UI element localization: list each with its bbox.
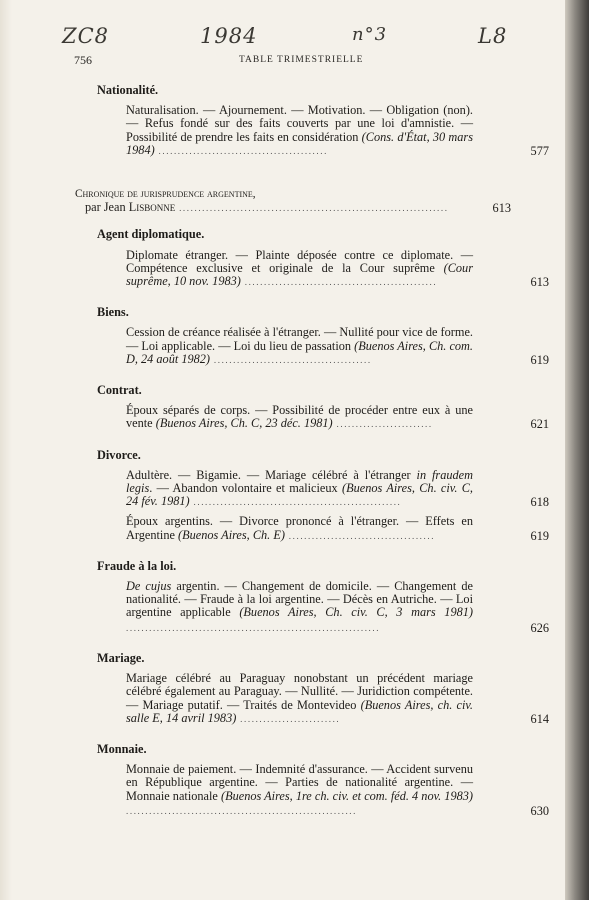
dot-leader: ...................................................................... <box>175 203 449 214</box>
index-entry: Cession de créance réalisée à l'étranger. — Nullité pour vice de forme. — Loi applicable. — Loi du lieu de passation (Buenos Aires, Ch. com. D, 24 août 1982) ......................................... 619 <box>126 325 549 367</box>
entry-page-number: 619 <box>530 528 549 543</box>
entry-source: (Buenos Aires, ch. civ. salle E, 14 avril 1983) <box>126 697 473 725</box>
page-left-edge <box>0 0 12 900</box>
index-entry-nationalite: Naturalisation. — Ajournement. — Motivation. — Obligation (non). — Refus fondé sur des faits couverts par une loi d'amnistie. — Possibilité de prendre les faits en considération (Cons. d'État, 30 mars 1984) ............................................ 577 <box>126 103 549 158</box>
running-title: TABLE TRIMESTRIELLE <box>239 55 364 65</box>
entry-source: (Buenos Aires, Ch. E) <box>178 527 285 542</box>
section-heading: Biens. <box>97 305 129 320</box>
entry-page-number: 619 <box>530 352 549 367</box>
page-binding-shadow <box>565 0 589 900</box>
entry-page-number: 630 <box>530 803 549 818</box>
section-heading: Divorce. <box>97 447 141 462</box>
section-heading-nationalite: Nationalité. <box>97 83 159 97</box>
chronique-title: Chronique de jurisprudence argentine, <box>75 188 256 201</box>
section-heading: Monnaie. <box>97 741 147 756</box>
index-entry: Mariage célébré au Paraguay nonobstant un précédent mariage célébré également au Paraguay. — Nullité. — Juridiction compétente. — Mariage putatif. — Traités de Montevideo (Buenos Aires, ch. civ. salle E, 14 avril 1983) .......................... 614 <box>126 671 549 726</box>
entry-source: (Buenos Aires, Ch. C, 23 déc. 1981) <box>155 416 333 431</box>
section-heading: Contrat. <box>97 383 142 398</box>
dot-leader: ......................................... <box>210 354 372 365</box>
chronique-author: par Jean Lisbonne ...................................................................... <box>85 200 449 215</box>
index-entry: Monnaie de paiement. — Indemnité d'assurance. — Accident survenu en République argentine. — Parties de nationalité argentine. — Monnaie nationale (Buenos Aires, 1re ch. civ. et com. féd. 4 nov. 1983) ............................................................ 630 <box>126 762 549 818</box>
entry-source: (Buenos Aires, Ch. com. D, 24 août 1982) <box>126 338 474 366</box>
chronique-heading <box>75 188 511 215</box>
entry-page-number: 626 <box>530 620 549 635</box>
index-entry: Époux argentins. — Divorce prononcé à l'étranger. — Effets en Argentine (Buenos Aires, Ch. E) ...................................... 619 <box>126 514 549 543</box>
handwritten-annotation-year: 1984 <box>200 24 258 48</box>
handwritten-annotation-issue: n°3 <box>352 24 388 45</box>
dot-leader: ......................... <box>332 419 433 430</box>
entry-source: (Cons. d'État, 30 mars 1984) <box>126 129 473 157</box>
page-number: 756 <box>74 53 92 67</box>
handwritten-annotation-left: ZC8 <box>62 24 110 48</box>
section-heading: Agent diplomatique. <box>97 227 205 242</box>
entry-page-number: 621 <box>530 417 549 432</box>
entry-source: in fraudem legis <box>126 467 473 496</box>
entry-source: (Buenos Aires, Ch. civ. C, 24 fév. 1981) <box>126 481 473 509</box>
dot-leader: .................................................................. <box>126 622 381 633</box>
dot-leader: ...................................................... <box>189 497 402 508</box>
entry-source: (Cour suprême, 10 nov. 1983) <box>126 260 473 289</box>
dot-leader: .................................................. <box>240 277 438 288</box>
dot-leader: ............................................ <box>154 145 328 156</box>
chronique-page-number: 613 <box>492 201 511 216</box>
entry-latin-term: De cujus <box>126 579 172 594</box>
entry-page-number: 613 <box>530 275 549 290</box>
dot-leader: ...................................... <box>284 530 436 541</box>
index-entry: De cujus argentin. — Changement de domicile. — Changement de nationalité. — Fraude à la loi argentine. — Décès en Autriche. — Loi argentine applicable (Buenos Aires, Ch. civ. C, 3 mars 1981) .................................................................. 626 <box>126 579 549 635</box>
entry-page-number: 577 <box>530 143 549 158</box>
entry-page-number: 614 <box>530 711 549 726</box>
dot-leader: ............................................................ <box>126 805 357 816</box>
index-entry: Époux séparés de corps. — Possibilité de procéder entre eux à une vente (Buenos Aires, Ch. C, 23 déc. 1981) ......................... 621 <box>126 403 549 432</box>
index-entry: Diplomate étranger. — Plainte déposée contre ce diplomate. — Compétence exclusive et originale de la Cour suprême (Cour suprême, 10 nov. 1983) .................................................. 613 <box>126 247 549 290</box>
section-heading: Fraude à la loi. <box>97 558 177 573</box>
index-entry: Adultère. — Bigamie. — Mariage célébré à l'étranger in fraudem legis. — Abandon volontaire et malicieux (Buenos Aires, Ch. civ. C, 24 fév. 1981) ...................................................... 618 <box>126 467 549 510</box>
entry-page-number: 618 <box>530 495 549 510</box>
index-content <box>75 83 549 835</box>
dot-leader: .......................... <box>236 713 341 724</box>
entry-source: (Buenos Aires, Ch. civ. C, 3 mars 1981) <box>239 605 473 620</box>
handwritten-annotation-right: L8 <box>478 24 508 48</box>
entry-source: (Buenos Aires, 1re ch. civ. et com. féd. 4 nov. 1983) <box>220 788 473 803</box>
section-heading: Mariage. <box>97 650 145 665</box>
